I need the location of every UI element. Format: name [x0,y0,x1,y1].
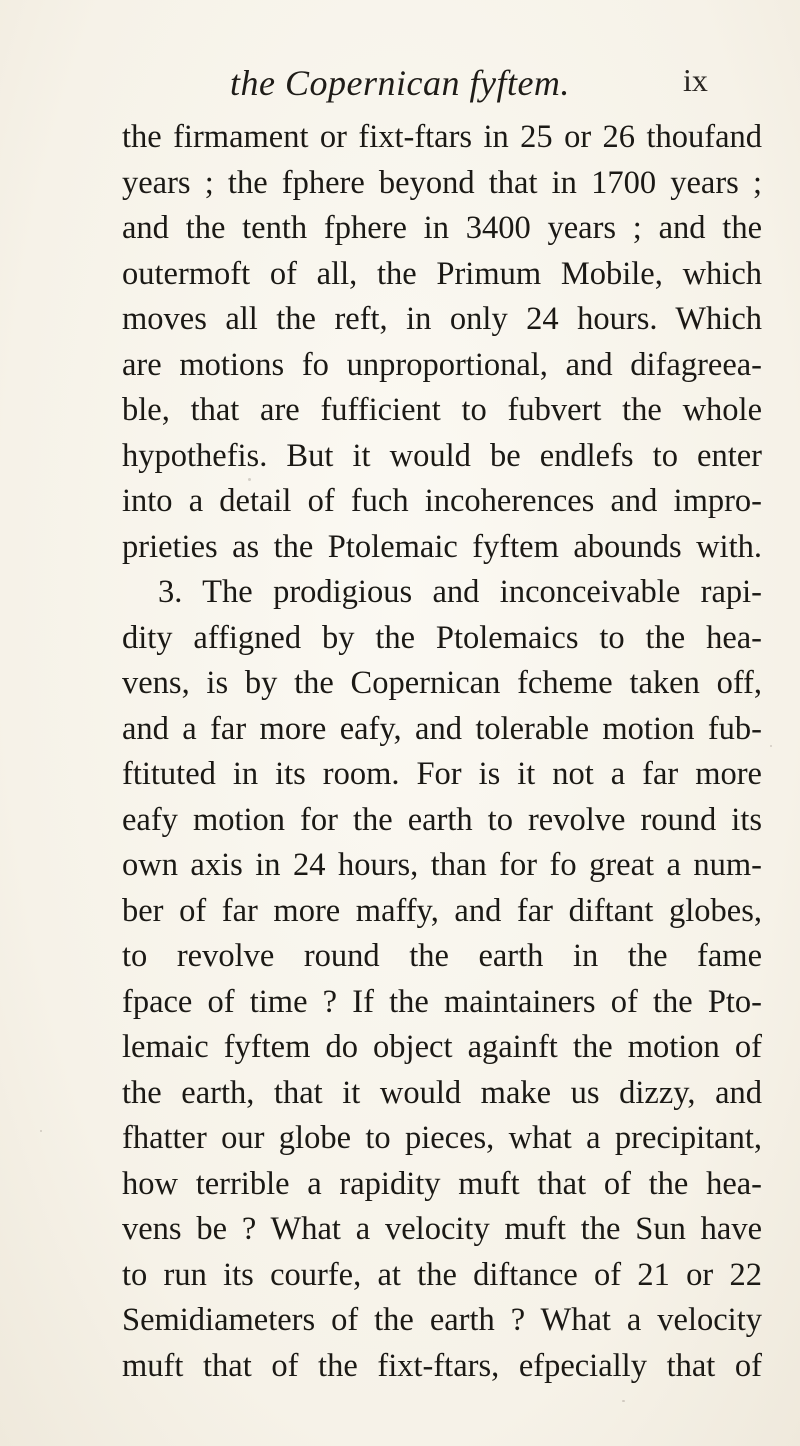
text-line: eafy motion for the earth to revolve round its [122,801,762,838]
page-number: ix [683,62,708,98]
text-line: ble, that are fufficient to fubvert the whole [122,392,762,428]
text-line: to run its courfe, at the diftance of 21 or 22 [122,1256,762,1293]
text-line: ftituted in its room. For is it not a far more [122,756,762,792]
text-line: fpace of time ? If the maintainers of the Pto- [122,983,762,1020]
text-line: and a far more eafy, and tolerable motion fub- [122,710,762,747]
text-line: the earth, that it would make us dizzy, and [122,1074,762,1111]
running-title: the Copernican fyftem. [230,63,570,103]
text-line: the firmament or fixt-ftars in 25 or 26 thoufand [122,119,762,155]
text-line: dity affigned by the Ptolemaics to the hea- [122,619,762,656]
text-line: and the tenth fphere in 3400 years ; and the [122,210,762,246]
text-line: prieties as the Ptolemaic fyftem abounds with. [122,528,762,565]
text-line: are motions fo unproportional, and difagreea- [122,346,762,383]
text-line: Semidiameters of the earth ? What a velocity [122,1302,762,1338]
text-line: lemaic fyftem do object againft the motion of [122,1029,762,1065]
text-line: muft that of the fixt-ftars, efpecially that of [122,1347,762,1384]
text-line: into a detail of fuch incoherences and impro- [122,483,762,519]
text-line: vens be ? What a velocity muft the Sun have [122,1211,762,1247]
text-line: ber of far more maffy, and far diftant globes, [122,892,762,929]
text-line: fhatter our globe to pieces, what a precipitant, [122,1120,762,1156]
paper-speck [40,1130,42,1132]
text-line: hypothefis. But it would be endlefs to enter [122,437,762,474]
text-line: 3. The prodigious and inconceivable rapi- [158,574,762,610]
text-line: outermoft of all, the Primum Mobile, which [122,255,762,292]
text-line: how terrible a rapidity muft that of the hea- [122,1165,762,1202]
text-line: years ; the fphere beyond that in 1700 years ; [122,164,762,201]
text-line: own axis in 24 hours, than for fo great a num- [122,847,762,883]
text-line: to revolve round the earth in the fame [122,938,762,974]
paper-speck [248,478,251,481]
paper-speck [622,1400,625,1402]
text-line: vens, is by the Copernican fcheme taken off, [122,665,762,701]
text-line: moves all the reft, in only 24 hours. Which [122,301,762,337]
running-head [0,62,800,112]
paper-speck [770,745,772,747]
